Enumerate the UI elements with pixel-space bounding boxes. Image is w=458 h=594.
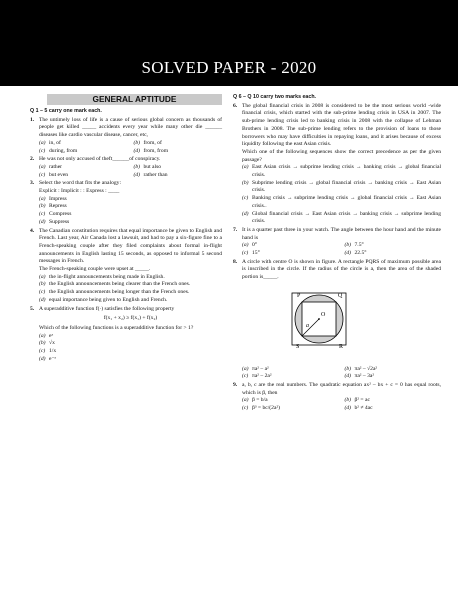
option-label: (a)	[39, 139, 46, 146]
option-text: during, from	[49, 147, 78, 154]
option-text: the English announcements being longer than the French ones.	[49, 289, 190, 296]
option-text: from, of	[143, 139, 162, 146]
option[interactable]	[134, 148, 223, 156]
option[interactable]	[242, 366, 339, 374]
option-label: (a)	[39, 332, 46, 339]
option-label: (b)	[242, 179, 249, 186]
option-text: East Asian crisis → subprime lending crisis → banking crisis → global financial crisis.	[252, 164, 441, 179]
option[interactable]	[39, 340, 222, 348]
option-text: Subprime lending crisis → global financial crisis → banking crisis → East Asian crisis.	[252, 179, 441, 194]
option-label: (d)	[242, 210, 249, 217]
option-label: (c)	[242, 250, 249, 257]
option-text: β³ = bc/(2a²)	[252, 405, 280, 412]
question-text: A circle with centre O is shown in figure. A rectangle PQRS of maximum possible area is inscribed in the circle. If the radius of the circle is a, then the area of the shaded portion is_____.	[242, 258, 441, 281]
question-number: 5.	[30, 305, 35, 312]
option-text: but also	[143, 163, 162, 170]
option-label: (c)	[39, 211, 46, 218]
option-text: equal importance being given to English and French.	[49, 296, 168, 303]
question-2	[30, 156, 222, 179]
label-p: P	[297, 292, 301, 299]
header-banner	[0, 0, 458, 86]
option[interactable]	[39, 289, 222, 297]
label-o: O	[321, 311, 326, 318]
option[interactable]	[242, 397, 339, 405]
label-r: R	[339, 343, 344, 350]
options	[39, 196, 222, 227]
option[interactable]	[345, 397, 442, 405]
question-subtext: The French-speaking couple were upset at _____.	[39, 266, 151, 273]
option-text: πa² – √2a²	[354, 365, 378, 372]
option[interactable]	[345, 373, 442, 381]
option-text: β = b/a	[252, 397, 268, 404]
option[interactable]	[39, 281, 222, 289]
option-text: Repress	[49, 203, 67, 210]
options	[242, 242, 441, 257]
option-label: (a)	[39, 163, 46, 170]
option-text: the in-flight announcements being made in English.	[49, 273, 165, 280]
option-text: Banking crisis → subprime lending crisis → global financial crisis → East Asian crisis..	[252, 195, 441, 209]
option[interactable]	[39, 274, 222, 282]
option-text: 15°	[252, 250, 260, 257]
option-label: (d)	[39, 355, 46, 362]
marks-note: Q 1 – 5 carry one mark each.	[30, 108, 102, 114]
label-a: a	[306, 322, 309, 329]
formula: f(x₁ + x₂) ≥ f(x₁) + f(x₂)	[103, 315, 158, 322]
option-label: (c)	[39, 147, 46, 154]
options	[242, 164, 441, 226]
option-text: 1/x	[49, 348, 57, 355]
option[interactable]	[242, 373, 339, 381]
option-text: Compress	[49, 211, 72, 218]
option-label: (b)	[133, 139, 141, 146]
option-label: (c)	[39, 289, 46, 296]
option-label: (d)	[133, 171, 141, 178]
question-3	[30, 180, 222, 226]
marks-note: Q 6 – Q 10 carry two marks each.	[233, 94, 317, 100]
option[interactable]	[242, 405, 339, 413]
option-label: (c)	[242, 195, 249, 202]
question-number: 3.	[30, 180, 35, 187]
question-subtext: Which of the following functions is a superadditive function for > 1?	[39, 324, 194, 331]
option[interactable]	[39, 348, 222, 356]
question-number: 9.	[233, 381, 238, 388]
question-number: 6.	[233, 102, 238, 109]
question-number: 1.	[30, 116, 35, 123]
options	[242, 397, 441, 412]
option-text: e⁻ˣ	[49, 355, 57, 362]
page-title: SOLVED PAPER - 2020	[141, 58, 317, 77]
question-text: The Canadian constitution requires that equal importance be given to English and French. Last year, Air Canada lost a lawsuit, and had to pay a six-figure fine to a French-speaking couple after they filed complaints about formal in-flight announcements in English lasting 15 seconds, as opposed to informal 5 second messages in French.	[39, 227, 222, 265]
question-number: 4.	[30, 227, 35, 234]
option[interactable]	[345, 250, 442, 258]
option-label: (b)	[39, 203, 46, 210]
option-text: πa² – a²	[252, 365, 269, 372]
question-subtext: Explicit : Implicit : : Express : ____	[39, 188, 120, 195]
option[interactable]	[39, 333, 222, 341]
option-label: (a)	[242, 242, 249, 249]
option-text: rather than	[143, 171, 168, 178]
right-column	[233, 94, 441, 414]
option-text: β² = ac	[354, 397, 370, 404]
option-text: 22.5°	[354, 250, 367, 257]
option[interactable]	[345, 366, 442, 374]
option-text: Impress	[49, 195, 67, 202]
centre-point	[318, 318, 320, 320]
question-text: The untimely loss of life is a cause of serious global concern as thousands of people get killed _____ accidents every year while many other die ______ diseases like cardio vascular disease, cancer, etc,	[39, 116, 222, 139]
option[interactable]	[134, 164, 223, 172]
option-label: (c)	[242, 405, 249, 412]
option[interactable]	[242, 211, 441, 226]
question-8	[233, 259, 441, 381]
option-label: (b)	[39, 340, 46, 347]
option-label: (c)	[242, 373, 249, 380]
option[interactable]	[39, 196, 222, 204]
option[interactable]	[39, 211, 222, 219]
option-text: πa² – 3a²	[354, 373, 375, 380]
circle-rectangle-figure	[282, 285, 360, 357]
option[interactable]	[39, 297, 222, 305]
question-number: 2.	[30, 156, 35, 163]
option-label: (d)	[39, 218, 46, 225]
question-6	[233, 103, 441, 226]
section-title: GENERAL APTITUDE	[47, 94, 222, 105]
option-label: (c)	[39, 348, 46, 355]
option[interactable]	[242, 164, 441, 179]
option-text: rather	[49, 163, 63, 170]
option[interactable]	[39, 356, 222, 364]
question-text: A superadditive function f(·) satisfies the following property	[39, 305, 175, 312]
option[interactable]	[345, 405, 442, 413]
option-label: (d)	[344, 373, 352, 380]
option[interactable]	[242, 195, 441, 210]
option-label: (b)	[39, 281, 46, 288]
option-label: (a)	[39, 273, 46, 280]
option-text: Suppress	[49, 218, 70, 225]
option-text: but even	[49, 171, 69, 178]
option-text: √x	[49, 340, 55, 347]
option-label: (c)	[39, 171, 46, 178]
option-label: (d)	[344, 250, 352, 257]
question-number: 7.	[233, 226, 238, 233]
question-9	[233, 382, 441, 413]
option-text: eˣ	[49, 332, 54, 339]
option[interactable]	[39, 203, 222, 211]
option-label: (a)	[39, 195, 46, 202]
label-s: S	[296, 343, 300, 350]
option-text: from, from	[143, 147, 169, 154]
question-4	[30, 228, 222, 305]
question-subtext: Which one of the following sequences show the correct precedence as per the given passage?	[242, 148, 441, 163]
option[interactable]	[242, 242, 339, 250]
option[interactable]	[39, 172, 128, 180]
option[interactable]	[39, 219, 222, 227]
option[interactable]	[134, 172, 223, 180]
options	[39, 274, 222, 305]
option-text: 0°	[252, 242, 258, 249]
option-label: (b)	[133, 163, 141, 170]
question-7	[233, 227, 441, 258]
question-text: Select the word that fits the analogy:	[39, 180, 122, 187]
option[interactable]	[39, 140, 128, 148]
option[interactable]	[242, 250, 339, 258]
option-label: (b)	[344, 365, 352, 372]
option-label: (d)	[39, 296, 46, 303]
option-label: (b)	[344, 242, 352, 249]
option-text: 7.5°	[354, 242, 364, 249]
option-label: (a)	[242, 365, 249, 372]
option[interactable]	[242, 180, 441, 195]
label-q: Q	[338, 292, 343, 299]
question-text: It is a quarter past three in your watch. The angle between the hour hand and the minute hand is	[242, 226, 441, 241]
question-1	[30, 117, 222, 156]
option-text: the English announcements being clearer than the French ones.	[49, 281, 191, 288]
option[interactable]	[39, 148, 128, 156]
left-column	[30, 94, 222, 365]
question-text: The global financial crisis in 2008 is considered to be the most serious world -wide financial crisis, which started with the sub-prime lending crisis in USA in 2007. The sub-prime lending crisis led to banking crisis in 2008 with the collapse of Lehman Brothers in 2008. The sub-prime lending refers to the provision of loans to those borrowers who may have difficulties in repaying loans, and it arises because of excess liquidity following the east Asian crisis.	[242, 102, 441, 148]
question-text: a, b, c are the real numbers. The quadratic equation ax² – bx + c = 0 has equal roots, which is β, then	[242, 381, 441, 396]
option-label: (a)	[242, 164, 249, 171]
options	[39, 164, 222, 179]
option[interactable]	[134, 140, 223, 148]
option-label: (b)	[344, 397, 352, 404]
options	[39, 333, 222, 364]
question-number: 8.	[233, 258, 238, 265]
option-text: πa² – 2a²	[252, 373, 272, 380]
option[interactable]	[39, 164, 128, 172]
option-label: (d)	[344, 405, 352, 412]
question-5	[30, 306, 222, 364]
option-label: (d)	[133, 147, 141, 154]
option-text: Global financial crisis → East Asian crisis → banking crisis → subprime lending crisis.	[252, 210, 441, 225]
options	[242, 366, 441, 381]
option-label: (a)	[242, 397, 249, 404]
options	[39, 140, 222, 155]
option-text: in, of	[49, 139, 61, 146]
option-text: b² ≠ 4ac	[354, 405, 373, 412]
option[interactable]	[345, 242, 442, 250]
question-text: He was not only accused of theft______of conspiracy.	[39, 156, 161, 163]
